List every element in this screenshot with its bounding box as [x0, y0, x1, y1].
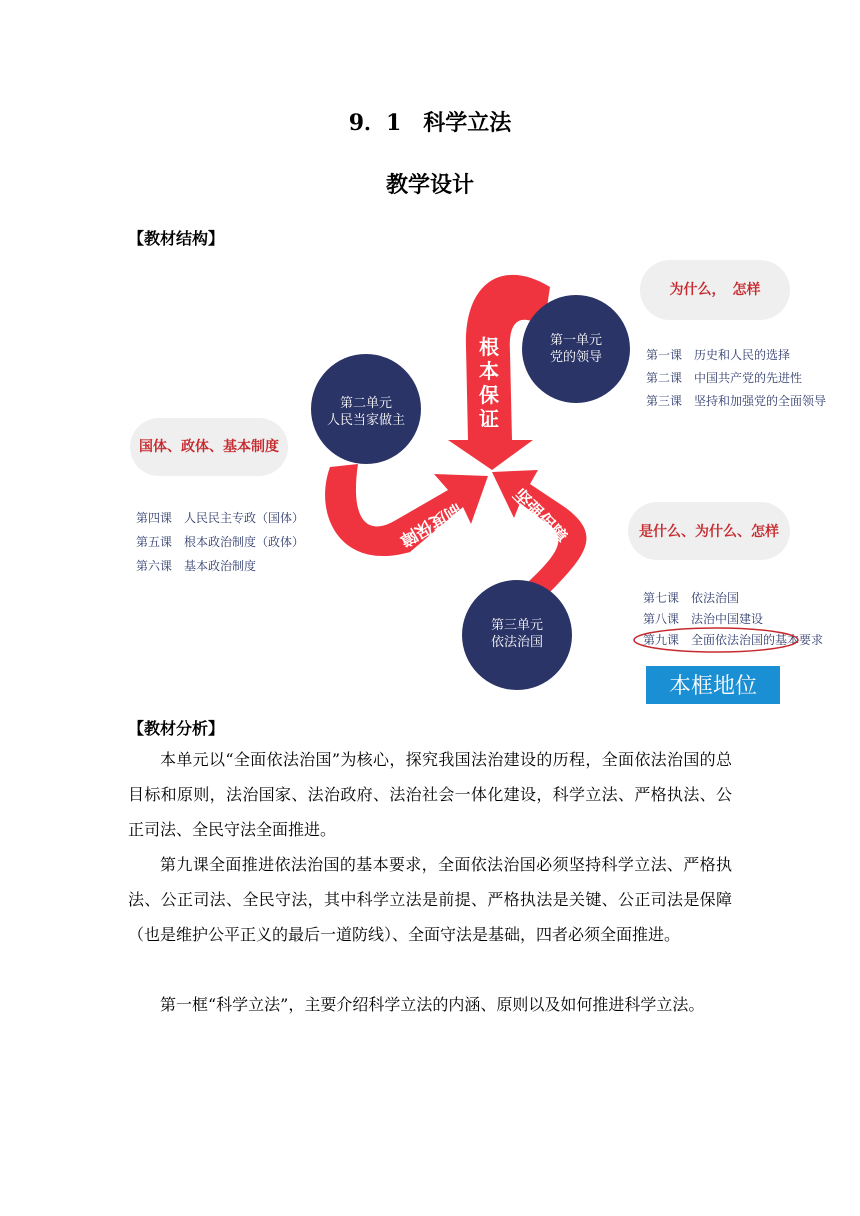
left-arrow-label: 制度保障: [396, 498, 465, 550]
unit3-pill-text: 是什么、为什么、怎样: [639, 524, 779, 540]
svg-text:根: 根: [479, 335, 499, 359]
svg-text:证: 证: [479, 407, 499, 431]
analysis-paragraph-3: 第一框“科学立法”，主要介绍科学立法的内涵、原则以及如何推进科学立法。: [160, 995, 705, 1014]
unit1-pill-text: 为什么， 怎样: [669, 282, 761, 298]
unit1-label-line1: 第一单元: [549, 333, 603, 348]
textbook-structure-diagram: [128, 252, 827, 712]
structure-heading: 【教材结构】: [128, 229, 225, 248]
lesson-item: 第一课 历史和人民的选择: [646, 348, 791, 362]
document-title: 9．1 科学立法: [348, 110, 512, 136]
analysis-paragraph-2: 第九课全面推进依法治国的基本要求，全面依法治国必须坚持科学立法、严格执法、公正司法、全民守法，其中科学立法是前提、严格执法是关键、公正司法是保障（也是维护公平正义的最后一道防线）、全面守法是基础，四者必须全面推进。: [128, 855, 732, 944]
right-arrow-label: 坚强保障: [508, 485, 571, 548]
lesson-item: 第三课 坚持和加强党的全面领导: [646, 394, 827, 408]
top-arrow-label: [479, 335, 499, 431]
lesson-item: 第八课 法治中国建设: [643, 612, 764, 626]
lesson-item: 第五课 根本政治制度（政体）: [136, 535, 305, 549]
analysis-heading: 【教材分析】: [128, 719, 225, 738]
lesson-item: 第七课 依法治国: [643, 591, 740, 605]
svg-text:本: 本: [479, 359, 499, 383]
unit1-circle: [522, 295, 630, 403]
unit3-label-line2: 依法治国: [490, 635, 544, 650]
unit1-label-line2: 党的领导: [549, 350, 603, 365]
lesson-item: 第九课 全面依法治国的基本要求: [643, 633, 824, 647]
unit2-lessons: [136, 510, 304, 573]
unit2-label-line1: 第二单元: [339, 396, 393, 411]
unit1-lessons: [646, 347, 826, 408]
svg-text:保: 保: [479, 383, 499, 407]
unit3-lessons: [643, 590, 823, 647]
unit2-pill-text: 国体、政体、基本制度: [139, 439, 279, 455]
unit2-label-line2: 人民当家做主: [326, 413, 406, 428]
analysis-paragraph-1: 本单元以“全面依法治国”为核心，探究我国法治建设的历程，全面依法治国的总目标和原则，法治国家、法治政府、法治社会一体化建设，科学立法、严格执法、公正司法、全民守法全面推进。: [128, 750, 732, 839]
right-arrow: [492, 470, 586, 594]
lesson-item: 第二课 中国共产党的先进性: [646, 371, 803, 385]
position-badge-text: 本框地位: [668, 674, 758, 699]
lesson-item: 第四课 人民民主专政（国体）: [136, 511, 305, 525]
unit3-label-line1: 第三单元: [490, 618, 544, 633]
lesson-item: 第六课 基本政治制度: [136, 559, 257, 573]
document-subtitle: 教学设计: [385, 172, 474, 198]
